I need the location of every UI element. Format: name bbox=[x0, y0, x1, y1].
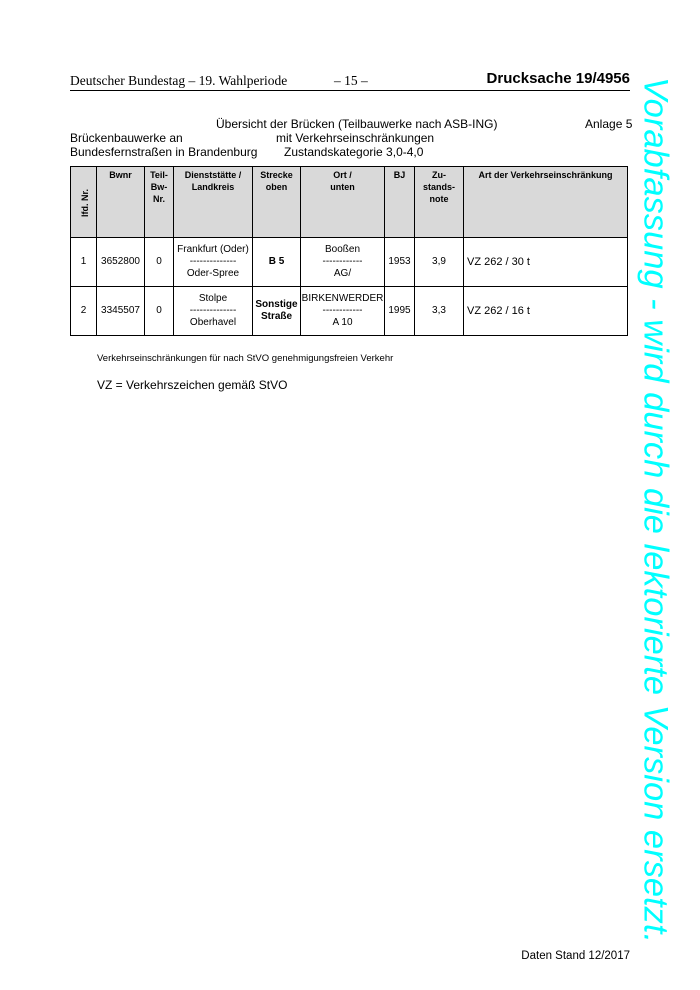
col-header-bj: BJ bbox=[385, 167, 415, 238]
header-rule bbox=[70, 90, 630, 91]
table-footnote: Verkehrseinschränkungen für nach StVO genehmigungsfreien Verkehr bbox=[97, 353, 394, 364]
anlage-label: Anlage 5 bbox=[585, 117, 633, 131]
table-row bbox=[71, 287, 628, 336]
col-header-zustandsnote: Zu- stands- note bbox=[415, 167, 464, 238]
title-left-2: Bundesfernstraßen in Brandenburg bbox=[70, 145, 258, 159]
title-mid-1: mit Verkehrseinschränkungen bbox=[276, 131, 435, 145]
col-header-lfd-nr: lfd. Nr. bbox=[71, 167, 97, 238]
cell-ort: BIRKENWERDER ------------ A 10 bbox=[301, 287, 385, 336]
cell-bwnr: 3652800 bbox=[97, 238, 145, 287]
bridges-table bbox=[70, 166, 628, 336]
table-header-row bbox=[71, 167, 628, 238]
cell-zustandsnote: 3,9 bbox=[415, 238, 464, 287]
cell-ort: Booßen ------------ AG/ bbox=[301, 238, 385, 287]
document-label: Drucksache 19/ bbox=[486, 70, 597, 87]
footer-data-date: Daten Stand 12/2017 bbox=[521, 950, 630, 962]
watermark bbox=[625, 76, 685, 943]
cell-bj: 1953 bbox=[385, 238, 415, 287]
cell-art: VZ 262 / 30 t bbox=[464, 238, 628, 287]
cell-zustandsnote: 3,3 bbox=[415, 287, 464, 336]
title-mid-2: Zustandskategorie 3,0-4,0 bbox=[284, 145, 424, 159]
cell-art: VZ 262 / 16 t bbox=[464, 287, 628, 336]
cell-dienststaette: Stolpe -------------- Oberhavel bbox=[174, 287, 253, 336]
page-number: – 15 – bbox=[334, 73, 368, 88]
title-left-1: Brückenbauwerke an bbox=[70, 131, 183, 145]
col-header-dienststaette: Dienststätte / Landkreis bbox=[174, 167, 253, 238]
watermark-text: Vorabfassung - wird durch die lektorierte Version ersetzt. bbox=[636, 76, 675, 943]
cell-strecke: Sonstige Straße bbox=[253, 287, 301, 336]
cell-dienststaette: Frankfurt (Oder) -------------- Oder-Spree bbox=[174, 238, 253, 287]
cell-strecke: B 5 bbox=[253, 238, 301, 287]
title-line-1: Übersicht der Brücken (Teilbauwerke nach ASB-ING) bbox=[216, 117, 498, 131]
col-header-teil-bw-nr: Teil- Bw- Nr. bbox=[145, 167, 174, 238]
cell-nr: 1 bbox=[71, 238, 97, 287]
table-row bbox=[71, 238, 628, 287]
col-header-ort: Ort / unten bbox=[301, 167, 385, 238]
document-id: 4956 bbox=[596, 70, 630, 87]
document-number bbox=[487, 70, 630, 87]
cell-teil: 0 bbox=[145, 238, 174, 287]
legend-text: VZ = Verkehrszeichen gemäß StVO bbox=[97, 378, 288, 392]
col-header-strecke: Strecke oben bbox=[253, 167, 301, 238]
cell-bwnr: 3345507 bbox=[97, 287, 145, 336]
col-header-art: Art der Verkehrseinschränkung bbox=[464, 167, 628, 238]
col-header-bwnr: Bwnr bbox=[97, 167, 145, 238]
cell-teil: 0 bbox=[145, 287, 174, 336]
cell-bj: 1995 bbox=[385, 287, 415, 336]
header-left-text: Deutscher Bundestag – 19. Wahlperiode bbox=[70, 73, 288, 88]
cell-nr: 2 bbox=[71, 287, 97, 336]
